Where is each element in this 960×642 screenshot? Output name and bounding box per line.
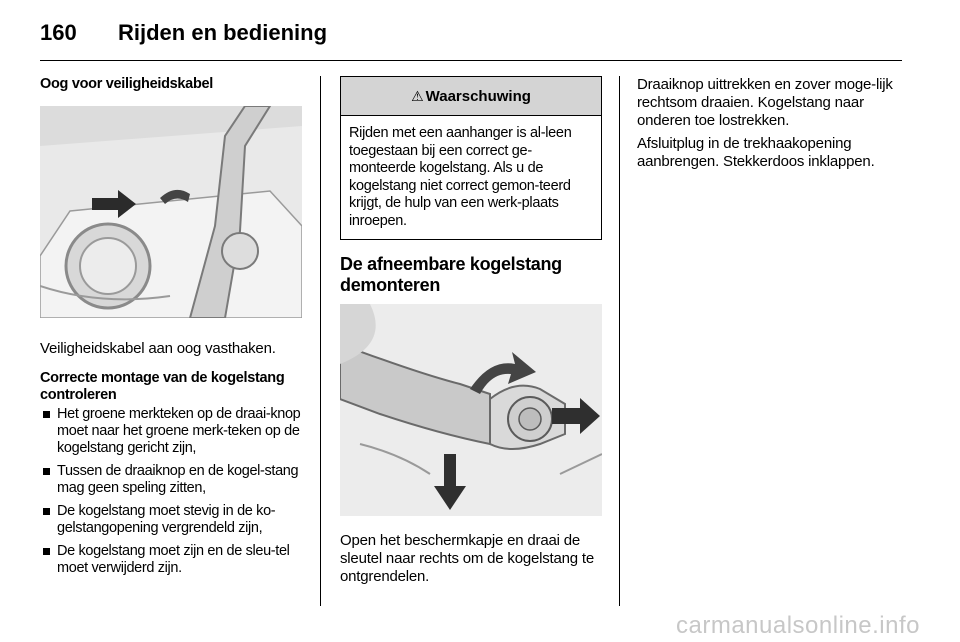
list-item: De kogelstang moet zijn en de sleu-tel moet verwijderd zijn. bbox=[40, 543, 302, 577]
warning-title: Waarschuwing bbox=[425, 88, 531, 105]
warning-text: Rijden met een aanhanger is al-leen toegestaan bij een correct ge-monteerde kogelstang. Als u de kogelstang niet correct gemon-teerd krijgt, de hulp van een werk-plaats inroepen. bbox=[349, 125, 572, 229]
column-divider-1 bbox=[320, 76, 321, 606]
column-middle bbox=[340, 76, 602, 586]
bullet-square-icon bbox=[43, 508, 50, 515]
safety-eye-illustration bbox=[40, 106, 302, 318]
column-divider-2 bbox=[619, 76, 620, 606]
list-item: De kogelstang moet stevig in de ko-gelstangopening vergrendeld zijn, bbox=[40, 503, 302, 537]
watermark: carmanualsonline.info bbox=[676, 612, 920, 639]
check-list bbox=[40, 406, 302, 577]
caption-unlock: Open het beschermkapje en draai de sleutel naar rechts om de kogelstang te ontgrendelen. bbox=[340, 532, 595, 585]
warning-header bbox=[341, 77, 601, 116]
towbar-release-illustration bbox=[340, 304, 602, 516]
bullet-square-icon bbox=[43, 548, 50, 555]
bullet-square-icon bbox=[43, 468, 50, 475]
warning-box bbox=[340, 76, 602, 240]
header-rule bbox=[40, 60, 902, 61]
instruction-plug: Afsluitplug in de trekhaakopening aanbrengen. Stekkerdoos inklappen. bbox=[637, 135, 875, 170]
column-right bbox=[637, 76, 900, 171]
list-item: Tussen de draaiknop en de kogel-stang mag geen speling zitten, bbox=[40, 463, 302, 497]
section-heading-safety-eye: Oog voor veiligheidskabel bbox=[40, 76, 213, 92]
bullet-square-icon bbox=[43, 411, 50, 418]
warning-triangle-icon: ⚠ bbox=[411, 88, 424, 104]
column-left bbox=[40, 76, 302, 583]
list-item: Het groene merkteken op de draai-knop moet naar het groene merk-teken op de kogelstang gericht zijn, bbox=[40, 406, 302, 457]
instruction-pull-rotate: Draaiknop uittrekken en zover moge-lijk rechtsom draaien. Kogelstang naar onderen toe lostrekken. bbox=[637, 76, 893, 129]
page-header bbox=[40, 20, 900, 60]
section-heading-check-mounting: Correcte montage van de kogelstang controleren bbox=[40, 370, 285, 403]
page-title: Rijden en bediening bbox=[118, 20, 328, 45]
towbar-release-drawing bbox=[340, 304, 602, 516]
page-number: 160 bbox=[40, 20, 77, 45]
tow-hitch-eye-drawing bbox=[40, 106, 302, 318]
caption-safety-cable: Veiligheidskabel aan oog vasthaken. bbox=[40, 340, 276, 357]
section-heading-remove-towbar: De afneembare kogelstang demonteren bbox=[340, 254, 562, 295]
